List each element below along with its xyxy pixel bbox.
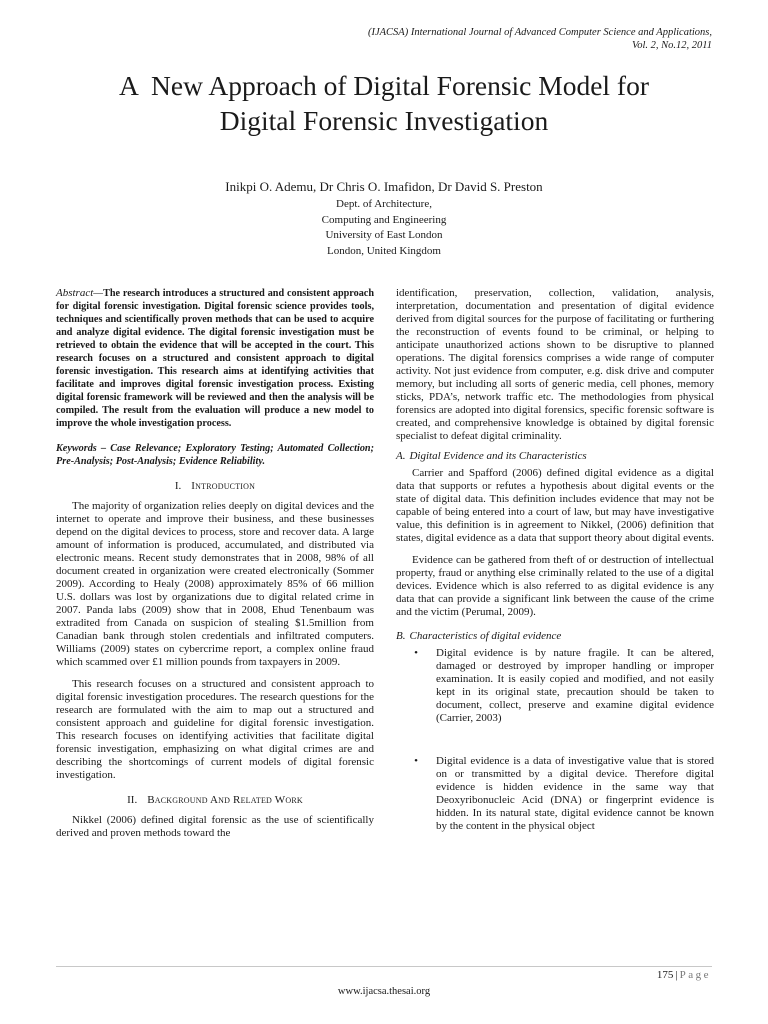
footer-divider — [56, 966, 712, 967]
affiliation-line: University of East London — [325, 229, 443, 241]
affiliation-line: London, United Kingdom — [327, 244, 441, 257]
subsection-letter: B. — [396, 630, 406, 642]
abstract — [56, 287, 374, 430]
subsection-title: Characteristics of digital evidence — [409, 630, 562, 642]
paper-title — [40, 68, 728, 138]
journal-volume: Vol. 2, No.12, 2011 — [631, 40, 712, 51]
paragraph: This research focuses on a structured and consistent approach to digital forensic investigation procedures. The research questions for the research are formulated with the aim to map out a structured and consistent approach and guideline for digital forensic investigation. This research focuses on identifying activities that facilitate digital forensic investigation, emphasizing on what digital crimes are and describing the shortcomings of current models of digital forensic investigation. — [56, 678, 374, 781]
footer-url: www.ijacsa.thesai.org — [337, 986, 431, 997]
paragraph: The majority of organization relies deeply on digital devices and the internet to operate and improve their business, and these businesses depend on the digital devices to process, store and recover data. A large amount of information is produced, accumulated, and distributed via electronic means. Recent study demonstrates that in 2008, 98% of all document created in organization were created electronically (Sommer 2009). According to Healy (2008) approximately 85% of 66 million U.S. dollars was lost by organizations due to digital related crime in 2007. Panda labs (2009) show that in 2008, Ehud Tenenbaum was extradited from Canada on suspicion of stealing $1.5million from Canadian bank through stolen credentials and infiltrated computers. Williams (2009) states on cybercrime report, a complex online fraud which scammed over £1 million pounds from taxpayers in 2009. — [56, 500, 374, 668]
affiliation — [40, 197, 728, 259]
list-item-text: Digital evidence is a data of investigative value that is stored on or transmitted by a digital device. Therefore digital evidence is hidden evidence in the same way that Deoxyribonucleic Acid (DNA) or fingerprint evidence is hidden. In its natural state, digital evidence cannot be known by the content in the physical object — [436, 755, 714, 832]
page-separator: | — [675, 969, 678, 981]
author-list: Inikpi O. Ademu, Dr Chris O. Imafidon, Dr David S. Preston — [225, 179, 543, 194]
subsection-letter: A. — [396, 450, 406, 462]
paragraph: identification, preservation, collection, validation, analysis, interpretation, documentation and presentation of digital evidence derived from digital sources for the purpose of facilitating or furthering the reconstruction of events found to be criminal, or helping to anticipate unauthorized actions shown to be disruptive to planned operations. The digital forensics comprises a wide range of computer activity. Not just evidence from computer, e.g. disk drive and computer memory, but including all sorts of generic media, cell phones, memory sticks, PDA’s, network traffic etc. The methodologies from physical forensics are adopted into digital forensics, specific forensic software is created, and comprehensive knowledge is obtained by digital forensic specialist to defeat digital criminality. — [396, 287, 714, 442]
affiliation-line: Dept. of Architecture, — [336, 198, 432, 210]
subsection-heading-a — [396, 450, 714, 463]
subsection-title: Digital Evidence and its Characteristics — [409, 450, 587, 462]
section-name: Introduction — [191, 480, 256, 492]
paragraph: Nikkel (2006) defined digital forensic as the use of scientifically derived and proven methods toward the — [56, 814, 374, 839]
section-heading-background — [56, 794, 374, 807]
paragraph: Evidence can be gathered from theft of or destruction of intellectual property, fraud or anything else criminally related to the use of a digital devices. Evidence which is also referred to as digital evidence is any data that can provide a significant link between the cause of the crime and the victim (Perumal, 2009). — [396, 554, 714, 618]
page-number-value: 175 — [656, 969, 674, 981]
bullet-icon: • — [414, 647, 418, 659]
title-line-2: Digital Forensic Investigation — [219, 105, 549, 136]
keywords: Keywords – Case Relevance; Exploratory Testing; Automated Collection; Pre-Analysis; Post-Analysis; Evidence Reliability. — [56, 443, 374, 467]
list-item-text: Digital evidence is by nature fragile. It can be altered, damaged or destroyed by improper handling or improper examination. It is easily copied and modified, and not easily kept in its original state, precaution should be taken to document, collect, preserve and examine digital evidence (Carrier, 2003) — [436, 647, 714, 724]
section-name: Background And Related Work — [147, 794, 303, 806]
section-number: II. — [127, 794, 138, 806]
affiliation-line: Computing and Engineering — [321, 213, 447, 226]
left-column — [56, 287, 374, 840]
running-header — [292, 26, 712, 52]
right-column — [396, 287, 714, 833]
list-item — [396, 755, 714, 833]
journal-name: (IJACSA) International Journal of Advanced Computer Science and Applications, — [367, 27, 712, 38]
bullet-icon: • — [414, 755, 418, 767]
paragraph: Carrier and Spafford (2006) defined digital evidence as a digital data that supports or refutes a hypothesis about digital events or the state of digital data. This definition includes evidence that may not be capable of being entered into a court of law, but may have investigative value, this definition is in agreement to Nikkel, (2006) definition that states, digital evidence as a data that support theory about digital events. — [396, 467, 714, 544]
subsection-heading-b — [396, 630, 714, 643]
abstract-text: The research introduces a structured and consistent approach for digital forensic investigation. Digital forensic science provides tools, techniques and scientifically proven methods that can be used to acquire and analyze digital evidence. The digital forensic investigation must be retrieved to obtain the evidence that will be accepted in the court. This research focuses on a structured and consistent approach to digital forensic investigation. This research aims at identifying activities that facilitate and improves digital forensic investigation process. Existing digital forensic framework will be reviewed and then the analysis will be compiled. The result from the evaluation will produce a new model to improve the whole investigation process. — [56, 288, 374, 429]
list-item — [396, 647, 714, 725]
section-heading-introduction — [56, 480, 374, 493]
page-number — [657, 969, 711, 982]
page-word: Page — [679, 969, 711, 981]
title-line-1: A New Approach of Digital Forensic Model for — [118, 70, 650, 101]
section-number: I. — [174, 480, 182, 492]
abstract-label: Abstract— — [56, 287, 104, 299]
bullet-list — [396, 647, 714, 833]
